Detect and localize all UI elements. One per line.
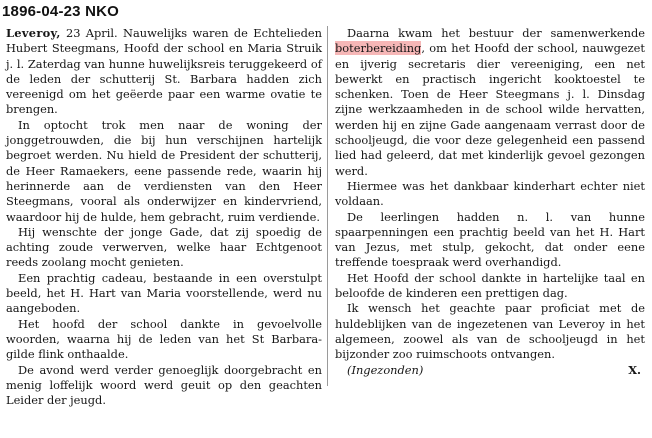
paragraph-7-text-after: , om het Hoofd der school, nauwgezet en ijverig secretaris dier vereeniging, een net bewerkt en practisch ingericht kooktoestel te schenken. Toen de Heer Steegmans j. l. Dinsdag zijne werkzaamheden in de school wilde hervatten, werden hij en zijne Gade aangenaam verrast door de schooljeugd, die voor deze gelegenheid een passend lied had geleerd, dat met kinderlijk gevoel gezongen werd.	[335, 41, 645, 178]
paragraph-8: Hiermee was het dankbaar kinderhart echter niet voldaan.	[335, 178, 645, 209]
paragraph-5: Het hoofd der school dankte in gevoelvolle woorden, waarna hij de leden van het St Barbara-gilde flink onthaalde.	[6, 316, 322, 362]
page-title: 1896-04-23 NKO	[2, 3, 120, 20]
paragraph-1-text: 23 April. Nauwelijks waren de Echtelieden Hubert Steegmans, Hoofd der school en Maria Struik j. l. Zaterdag van hunne huwelijksreis teruggekeerd of de leden der schutterij St. Barbara hadden zich vereenigd om het geëerde paar een warme ovatie te brengen.	[6, 26, 322, 117]
paragraph-6: De avond werd verder genoeglijk doorgebracht en menig loffelijk woord werd geuit op den geachten Leider der jeugd.	[6, 362, 322, 408]
source-note: (Ingezonden)	[347, 362, 424, 377]
column-divider	[327, 26, 328, 386]
signoff	[335, 363, 645, 378]
dateline: Leveroy,	[6, 26, 61, 40]
highlighted-word: boterbereiding	[335, 41, 422, 56]
paragraph-9: De leerlingen hadden n. l. van hunne spaarpenningen een prachtig beeld van het H. Hart van Jezus, met stulp, gekocht, dat onder eene treffende toespraak werd overhandigd.	[335, 209, 645, 270]
paragraph-7-text-before: Daarna kwam het bestuur der samenwerkende	[347, 26, 645, 40]
paragraph-4: Een prachtig cadeau, bestaande in een overstulpt beeld, het H. Hart van Maria voorstellende, werd nu aangeboden.	[6, 270, 322, 316]
author-initial: X.	[628, 362, 641, 377]
paragraph-2: In optocht trok men naar de woning der jonggetrouwden, die bij hun verschijnen hartelijk begroet werden. Nu hield de President der schutterij, de Heer Ramaekers, eene passende rede, waarin hij herinnerde aan de verdiensten van den Heer Steegmans, vooral als onderwijzer en kindervriend, waardoor hij de hulde, hem gebracht, ruim verdiende.	[6, 117, 322, 224]
paragraph-3: Hij wenschte der jonge Gade, dat zij spoedig de achting zoude verwerven, welke haar Echtgenoot reeds zoolang mocht genieten.	[6, 224, 322, 270]
article-left-column	[6, 26, 322, 408]
article-right-column	[335, 26, 645, 378]
paragraph-1	[6, 26, 322, 118]
paragraph-11: Ik wensch het geachte paar proficiat met de huldeblijken van de ingezetenen van Leveroy in het algemeen, zoowel als van de schooljeugd in het bijzonder zoo ruimschoots ontvangen.	[335, 301, 645, 362]
paragraph-7	[335, 26, 645, 179]
paragraph-10: Het Hoofd der school dankte in hartelijke taal en beloofde de kinderen een prettigen dag.	[335, 270, 645, 301]
